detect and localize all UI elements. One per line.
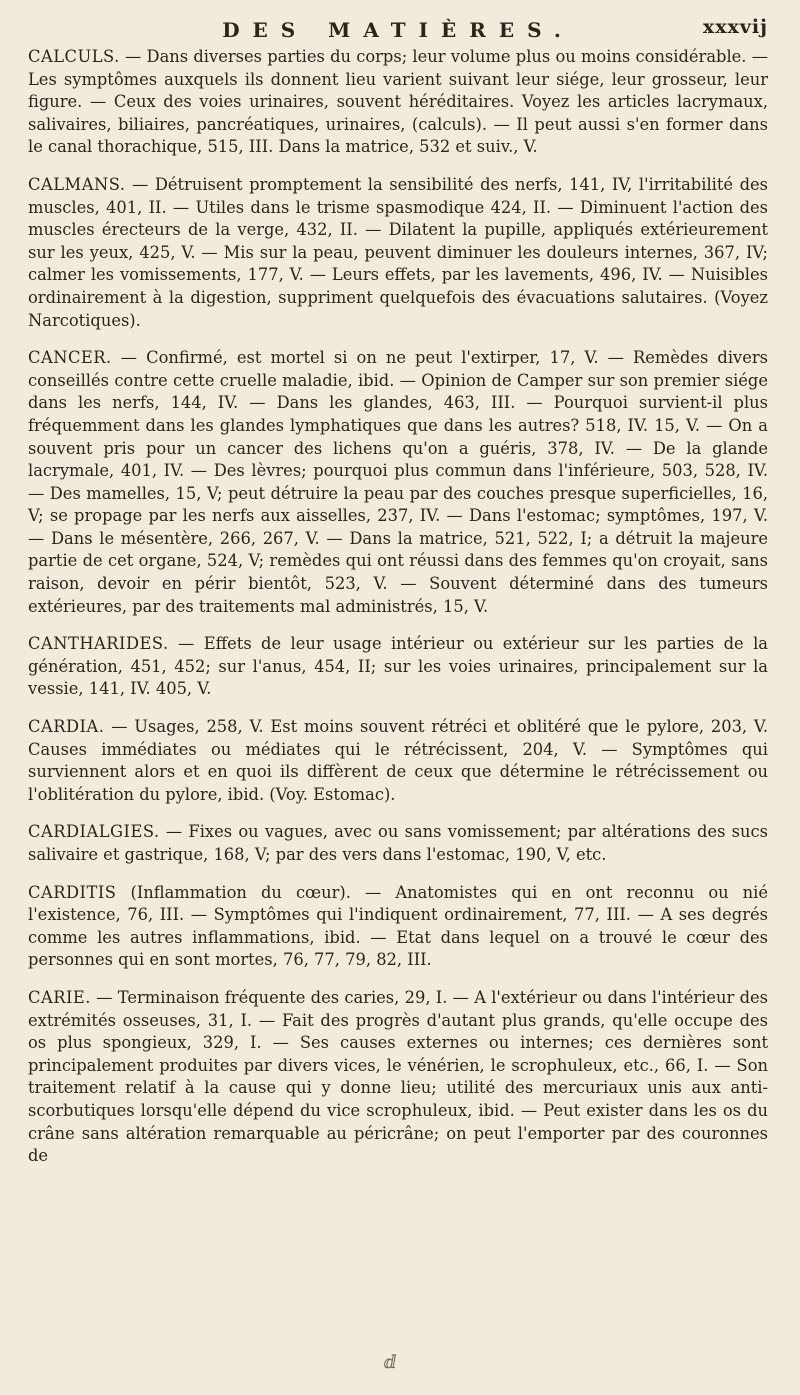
page-number: xxxvij (702, 16, 768, 38)
index-entry-carie (28, 987, 768, 1168)
entry-head: CANTHARIDES. (28, 634, 169, 654)
running-title: DES MATIÈRES. (222, 18, 574, 42)
page-header (28, 6, 768, 46)
index-entry-cardialgies (28, 821, 768, 866)
entry-head: CANCER. (28, 348, 112, 368)
entry-text: — Terminaison fréquente des caries, 29, I. — A l'extérieur ou dans l'intérieur des extrémités osseuses, 31, I. — Fait des progrès d'autant plus grands, qu'elle occupe des os plus spongieux, 329, I. — Ses causes externes ou internes; ces dernières sont principalement produites par divers vices, le vénérien, le scrophuleux, etc., 66, I. — Son traitement relatif à la cause qui y donne lieu; utilité des mercuriaux unis aux anti-scorbutiques lorsqu'elle dépend du vice scrophuleux, ibid. — Peut exister dans les os du crâne sans altération remarquable au péricrâne; on peut l'emporter par des couronnes de (28, 987, 768, 1166)
entry-text: — Dans diverses parties du corps; leur volume plus ou moins considérable. — Les symptômes auxquels ils donnent lieu varient suivant leur siége, leur grosseur, leur figure. — Ceux des voies urinaires, souvent héréditaires. Voyez les articles lacrymaux, salivaires, biliaires, pancréatiques, urinaires, (calculs). — Il peut aussi s'en former dans le canal thorachique, 515, III. Dans la matrice, 532 et suiv., V. (28, 47, 768, 157)
entry-head: CALCULS. (28, 47, 120, 66)
entry-text: (Inflammation du cœur). — Anatomistes qui en ont reconnu ou nié l'existence, 76, III. — Symptômes qui l'indiquent ordinairement, 77, III. — A ses degrés comme les autres inflammations, ibid. — Etat dans lequel on a trouvé le cœur des personnes qui en sont mortes, 76, 77, 79, 82, III. (28, 882, 768, 970)
index-entry-carditis (28, 882, 768, 972)
index-entry-cardia (28, 716, 768, 806)
index-entry-calmans (28, 174, 768, 332)
entry-head: CARDIALGIES. (28, 822, 160, 842)
entry-head: CARDIA. (28, 717, 105, 737)
index-entry-calculs (28, 46, 768, 159)
entry-text: — Détruisent promptement la sensibilité des nerfs, 141, IV, l'irritabilité des muscles, 401, II. — Utiles dans le trisme spasmodique 424, II. — Diminuent l'action des muscles érecteurs de la verge, 432, II. — Dilatent la pupille, appliqués extérieurement sur les yeux, 425, V. — Mis sur la peau, peuvent diminuer les douleurs internes, 367, IV; calmer les vomissements, 177, V. — Leurs effets, par les lavements, 496, IV. — Nuisibles ordinairement à la digestion, suppriment quelquefois des évacuations salutaires. (Voyez Narcotiques). (28, 174, 768, 330)
printer-mark-icon: ⅆ (384, 1352, 397, 1373)
entry-head: CALMANS. (28, 174, 126, 194)
entry-text: — Confirmé, est mortel si on ne peut l'extirper, 17, V. — Remèdes divers conseillés contre cette cruelle maladie, ibid. — Opinion de Camper sur son premier siége dans les nerfs, 144, IV. — Dans les glandes, 463, III. — Pourquoi survient-il plus fréquemment dans les glandes lymphatiques que dans les autres? 518, IV. 15, V. — On a souvent pris pour un cancer des lichens qu'on a guéris, 378, IV. — De la glande lacrymale, 401, IV. — Des lèvres; pourquoi plus commun dans l'inférieure, 503, 528, IV. — Des mamelles, 15, V; peut détruire la peau par des couches presque superficielles, 16, V; se propage par les nerfs aux aisselles, 237, IV. — Dans l'estomac; symptômes, 197, V. — Dans le mésentère, 266, 267, V. — Dans la matrice, 521, 522, I; a détruit la majeure partie de cet organe, 524, V; remèdes qui ont réussi dans des femmes qu'on croyait, sans raison, devoir en périr bientôt, 523, V. — Souvent déterminé dans des tumeurs extérieures, par des traitements mal administrés, 15, V. (28, 348, 768, 616)
index-entry-cancer (28, 347, 768, 618)
entry-text: — Fixes ou vagues, avec ou sans vomissement; par altérations des sucs salivaire et gastrique, 168, V; par des vers dans l'estomac, 190, V, etc. (28, 822, 768, 864)
entry-head: CARDITIS (28, 882, 117, 902)
index-entry-cantharides (28, 633, 768, 701)
entry-text: — Usages, 258, V. Est moins souvent rétréci et oblitéré que le pylore, 203, V. Causes immédiates ou médiates qui le rétrécissent, 204, V. — Symptômes qui surviennent alors et en quoi ils diffèrent de ceux que détermine le rétrécissement ou l'oblitération du pylore, ibid. (Voy. Estomac). (28, 717, 768, 804)
entry-head: CARIE. (28, 987, 91, 1007)
entry-text: — Effets de leur usage intérieur ou extérieur sur les parties de la génération, 451, 452; sur l'anus, 454, II; sur les voies urinaires, principalement sur la vessie, 141, IV. 405, V. (28, 634, 768, 699)
